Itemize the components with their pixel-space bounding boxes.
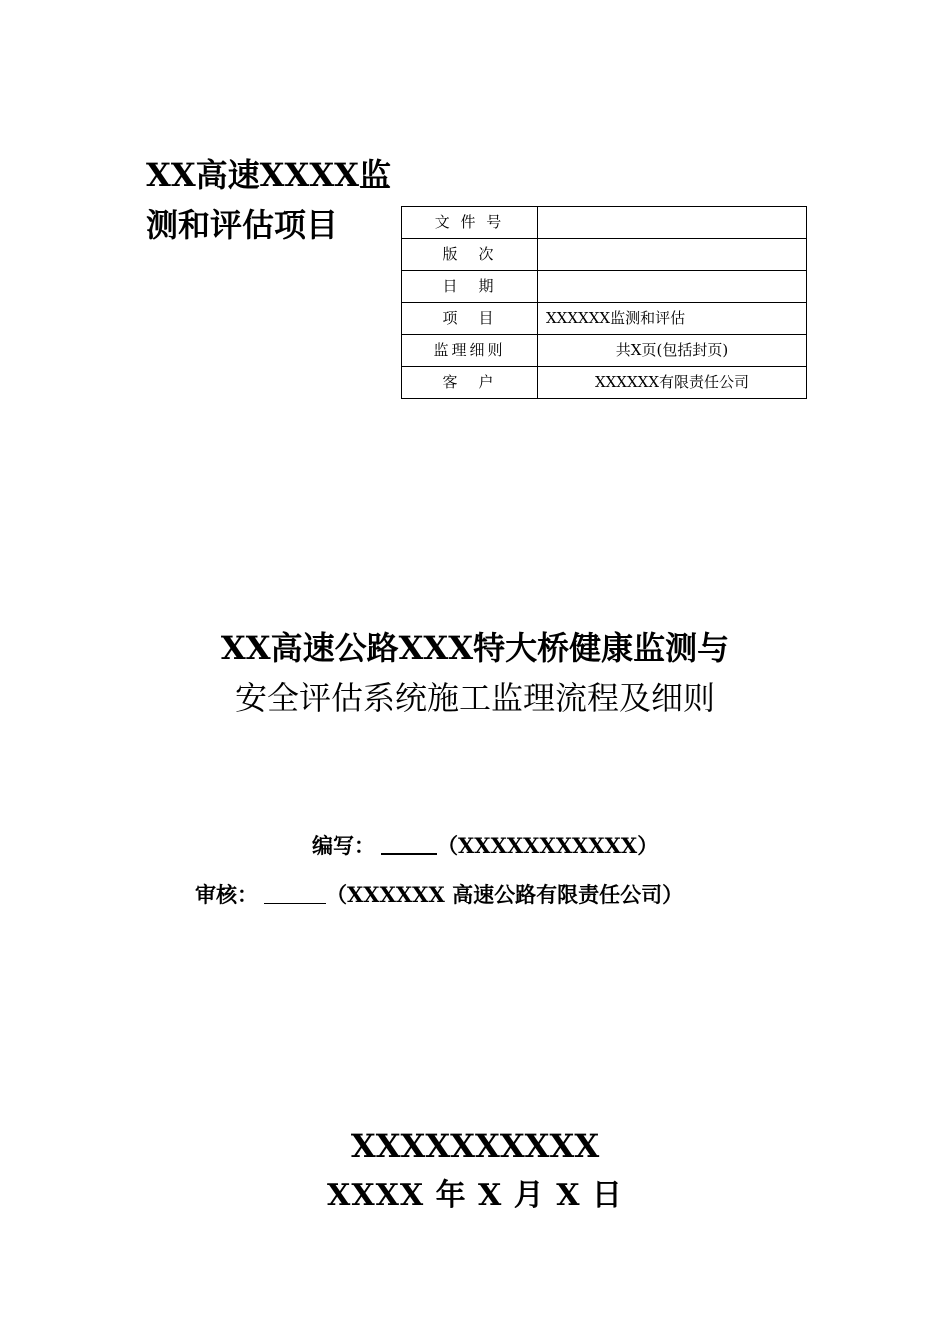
project-label: 项 目 (402, 303, 538, 335)
client-label: 客 户 (402, 367, 538, 399)
project-title: XX高速XXXX监测和评估项目 (146, 156, 391, 244)
reviewer-org: （XXXXXX 高速公路有限责任公司） (326, 882, 684, 907)
writer-label: 编写： (312, 833, 375, 858)
file-number-value (538, 207, 807, 239)
reviewer-line (195, 880, 683, 910)
supervision-rules-label: 监理细则 (402, 335, 538, 367)
table-row (402, 367, 807, 399)
main-title-line-1: XX高速公路XXX特大桥健康监测与 (220, 629, 730, 667)
writer-org: （XXXXXXXXXXX） (437, 833, 659, 858)
reviewer-label: 审核： (195, 882, 258, 907)
document-date: XXXX 年 X 月 X 日 (327, 1178, 623, 1213)
date-value (538, 271, 807, 303)
table-row (402, 335, 807, 367)
table-row (402, 207, 807, 239)
date-label: 日 期 (402, 271, 538, 303)
table-row (402, 239, 807, 271)
project-value: XXXXXX监测和评估 (538, 303, 807, 335)
table-row (402, 271, 807, 303)
supervision-rules-value: 共X页(包括封页) (538, 335, 807, 367)
client-value: XXXXXX有限责任公司 (538, 367, 807, 399)
writer-signature-blank (381, 831, 437, 855)
main-title-line-2: 安全评估系统施工监理流程及细则 (234, 679, 715, 717)
organization-name: XXXXXXXXXX (350, 1127, 600, 1165)
table-row (402, 303, 807, 335)
file-number-label: 文 件 号 (402, 207, 538, 239)
writer-line (312, 831, 658, 861)
version-label: 版 次 (402, 239, 538, 271)
version-value (538, 239, 807, 271)
reviewer-signature-blank (264, 881, 326, 904)
document-info-table (401, 206, 807, 399)
